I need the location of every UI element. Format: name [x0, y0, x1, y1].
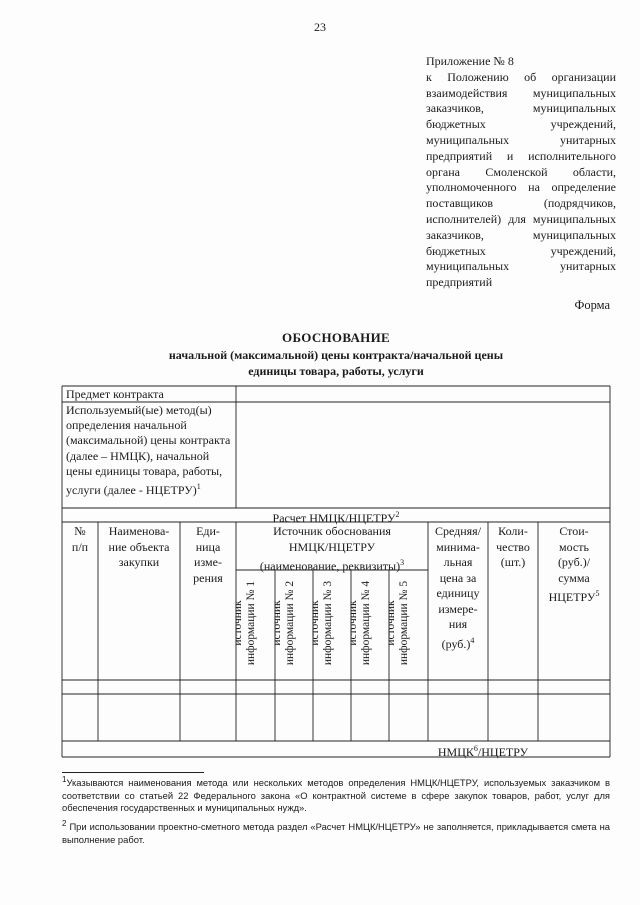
source-1-header: источник информации № 1 — [232, 580, 257, 666]
footnote-rule — [62, 772, 204, 773]
source-4-header: источник информации № 4 — [347, 580, 372, 666]
col-qty-header: Коли- чество (шт.) — [496, 524, 530, 569]
footnote-1: $^1$Указываются наименования метода или нескольких методов определения НМЦК/НЦЕТРУ, используемых заказчиком в соответствии со статьей 22 Федерального закона «О контрактной системе в сфере закупок товаров, работ, услуг для обеспечения государственных и муниципальных нужд». — [62, 775, 610, 814]
title-line-1: ОБОСНОВАНИЕ — [282, 330, 390, 345]
form-label: Форма — [574, 298, 610, 312]
col-unit-header: Еди- ница изме- рения — [193, 524, 223, 585]
total-label: НМЦК$^6$/НЦЕТРУ — [437, 744, 529, 759]
title-line-3: единицы товара, работы, услуги — [248, 364, 424, 378]
col-cost-header: Стои- мость (руб.)/ сумма НЦЕТРУ$^5$ — [548, 524, 600, 604]
title-line-2: начальной (максимальной) цены контракта/начальной цены — [168, 347, 504, 362]
appendix-title: Приложение № 8 — [426, 54, 514, 68]
appendix-text: к Положению об организации взаимодействия муниципальных заказчиков, муниципальных бюджетных учреждений, муниципальных унитарных предприятий и исполнительного органа Смоленской области, уполномоченного на определение поставщиков (подрядчиков, исполнителей) для муниципальных заказчиков, муниципальных бюджетных учреждений, муниципальных унитарных предприятий — [426, 69, 616, 290]
source-3-header: источник информации № 3 — [309, 580, 334, 666]
source-2-header: источник информации № 2 — [271, 580, 296, 666]
col-source-header: Источник обоснования НМЦК/НЦЕТРУ (наименование, реквизиты)$^3$ — [259, 524, 405, 573]
footnote-2: $^2$ При использовании проектно-сметного метода раздел «Расчет НМЦК/НЦЕТРУ» не заполняется, прикладывается смета на выполнение работ. — [62, 818, 610, 845]
page-number: 23 — [314, 20, 326, 34]
calc-label: Расчет НМЦК/НЦЕТРУ$^2$ — [272, 510, 400, 525]
footnotes — [62, 774, 610, 846]
subject-label: Предмет контракта — [66, 387, 164, 401]
appendix-block — [426, 54, 616, 291]
col-avg-header: Средняя/ минима- льная цена за единицу измере- ния $(руб.)^4$ — [434, 524, 482, 651]
method-label: Используемый(ые) метод(ы) определения начальной (максимальной) цены контракта (далее – НМЦК), начальной цены единицы товара, работы, услуги (далее - НЦЕТРУ)$^1$ — [66, 403, 231, 498]
document-title — [0, 330, 640, 380]
source-5-header: источник информации № 5 — [385, 580, 410, 666]
col-name-header: Наименова- ние объекта закупки — [108, 524, 170, 569]
col-num-header: № п/п — [71, 524, 89, 554]
